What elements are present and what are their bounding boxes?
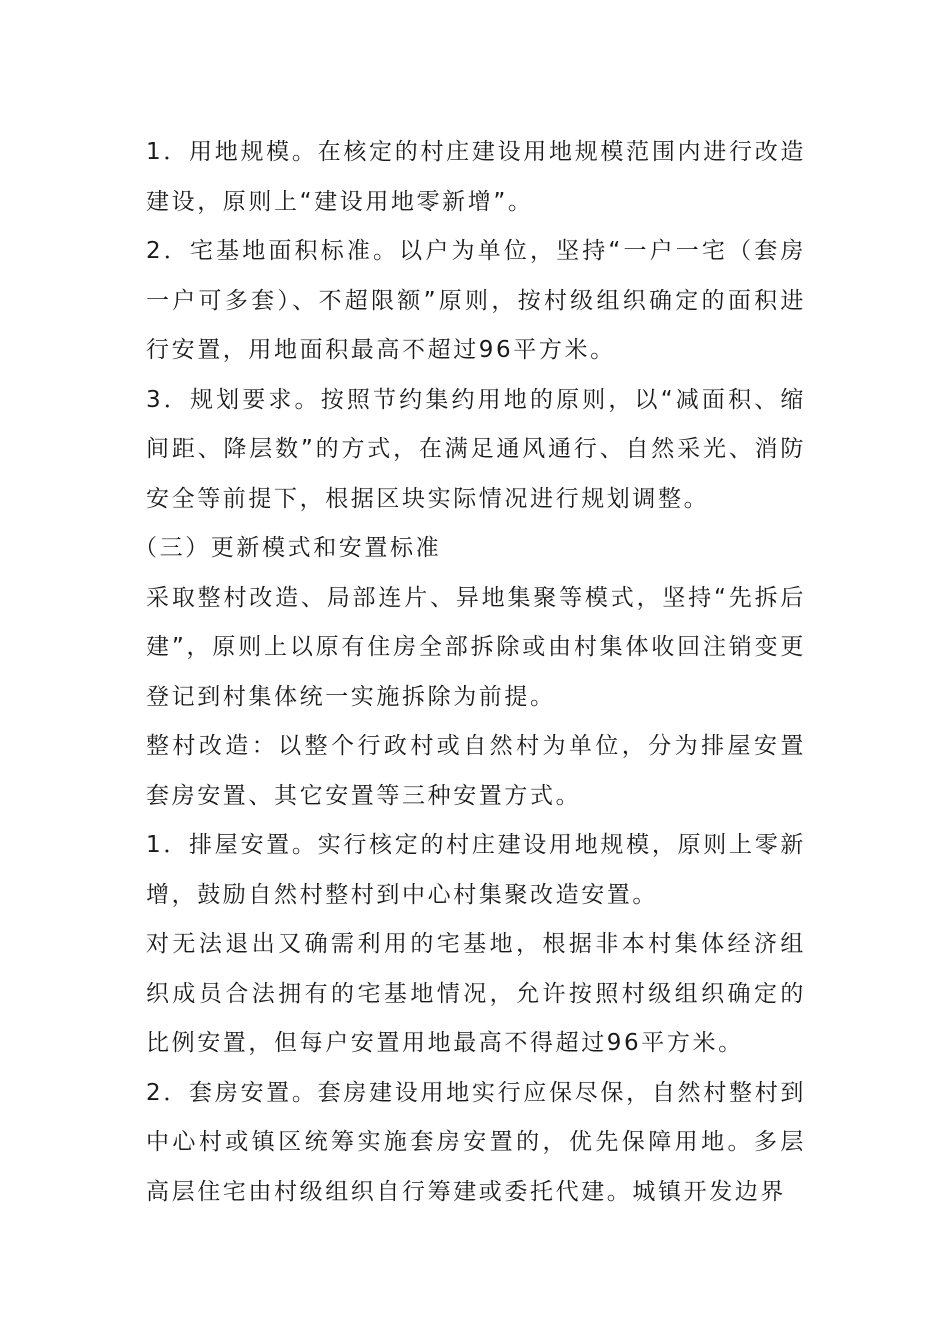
paragraph-homestead-area-standard: 2．宅基地面积标准。以户为单位，坚持“一户一宅（套房一户可多套）、不超限额”原则，按村级组织确定的面积进行安置，用地面积最高不超过96平方米。 — [146, 238, 806, 363]
paragraph-homestead-exception: 对无法退出又确需利用的宅基地，根据非本村集体经济组织成员合法拥有的宅基地情况，允许按照村级组织确定的比例安置，但每户安置用地最高不得超过96平方米。 — [146, 931, 806, 1056]
paragraph-planning-requirements: 3．规划要求。按照节约集约用地的原则，以“减面积、缩间距、降层数”的方式，在满足通风通行、自然采光、消防安全等前提下，根据区块实际情况进行规划调整。 — [146, 386, 806, 512]
paragraph-apartment-resettlement: 2．套房安置。套房建设用地实行应保尽保，自然村整村到中心村或镇区统筹实施套房安置的，优先保障用地。多层高层住宅由村级组织自行筹建或委托代建。城镇开发边界 — [146, 1079, 806, 1205]
section-heading-renewal-mode: （三）更新模式和安置标准 — [134, 535, 442, 561]
paragraph-renewal-modes: 采取整村改造、局部连片、异地集聚等模式，坚持“先拆后建”，原则上以原有住房全部拆除或由村集体收回注销变更登记到村集体统一实施拆除为前提。 — [146, 584, 806, 710]
paragraph-whole-village-renovation: 整村改造：以整个行政村或自然村为单位，分为排屋安置套房安置、其它安置等三种安置方式。 — [146, 733, 806, 809]
document-body — [134, 128, 806, 1217]
paragraph-row-house-resettlement: 1．排屋安置。实行核定的村庄建设用地规模，原则上零新增，鼓励自然村整村到中心村集聚改造安置。 — [146, 832, 806, 908]
paragraph-land-scale: 1．用地规模。在核定的村庄建设用地规模范围内进行改造建设，原则上“建设用地零新增”。 — [146, 139, 806, 215]
